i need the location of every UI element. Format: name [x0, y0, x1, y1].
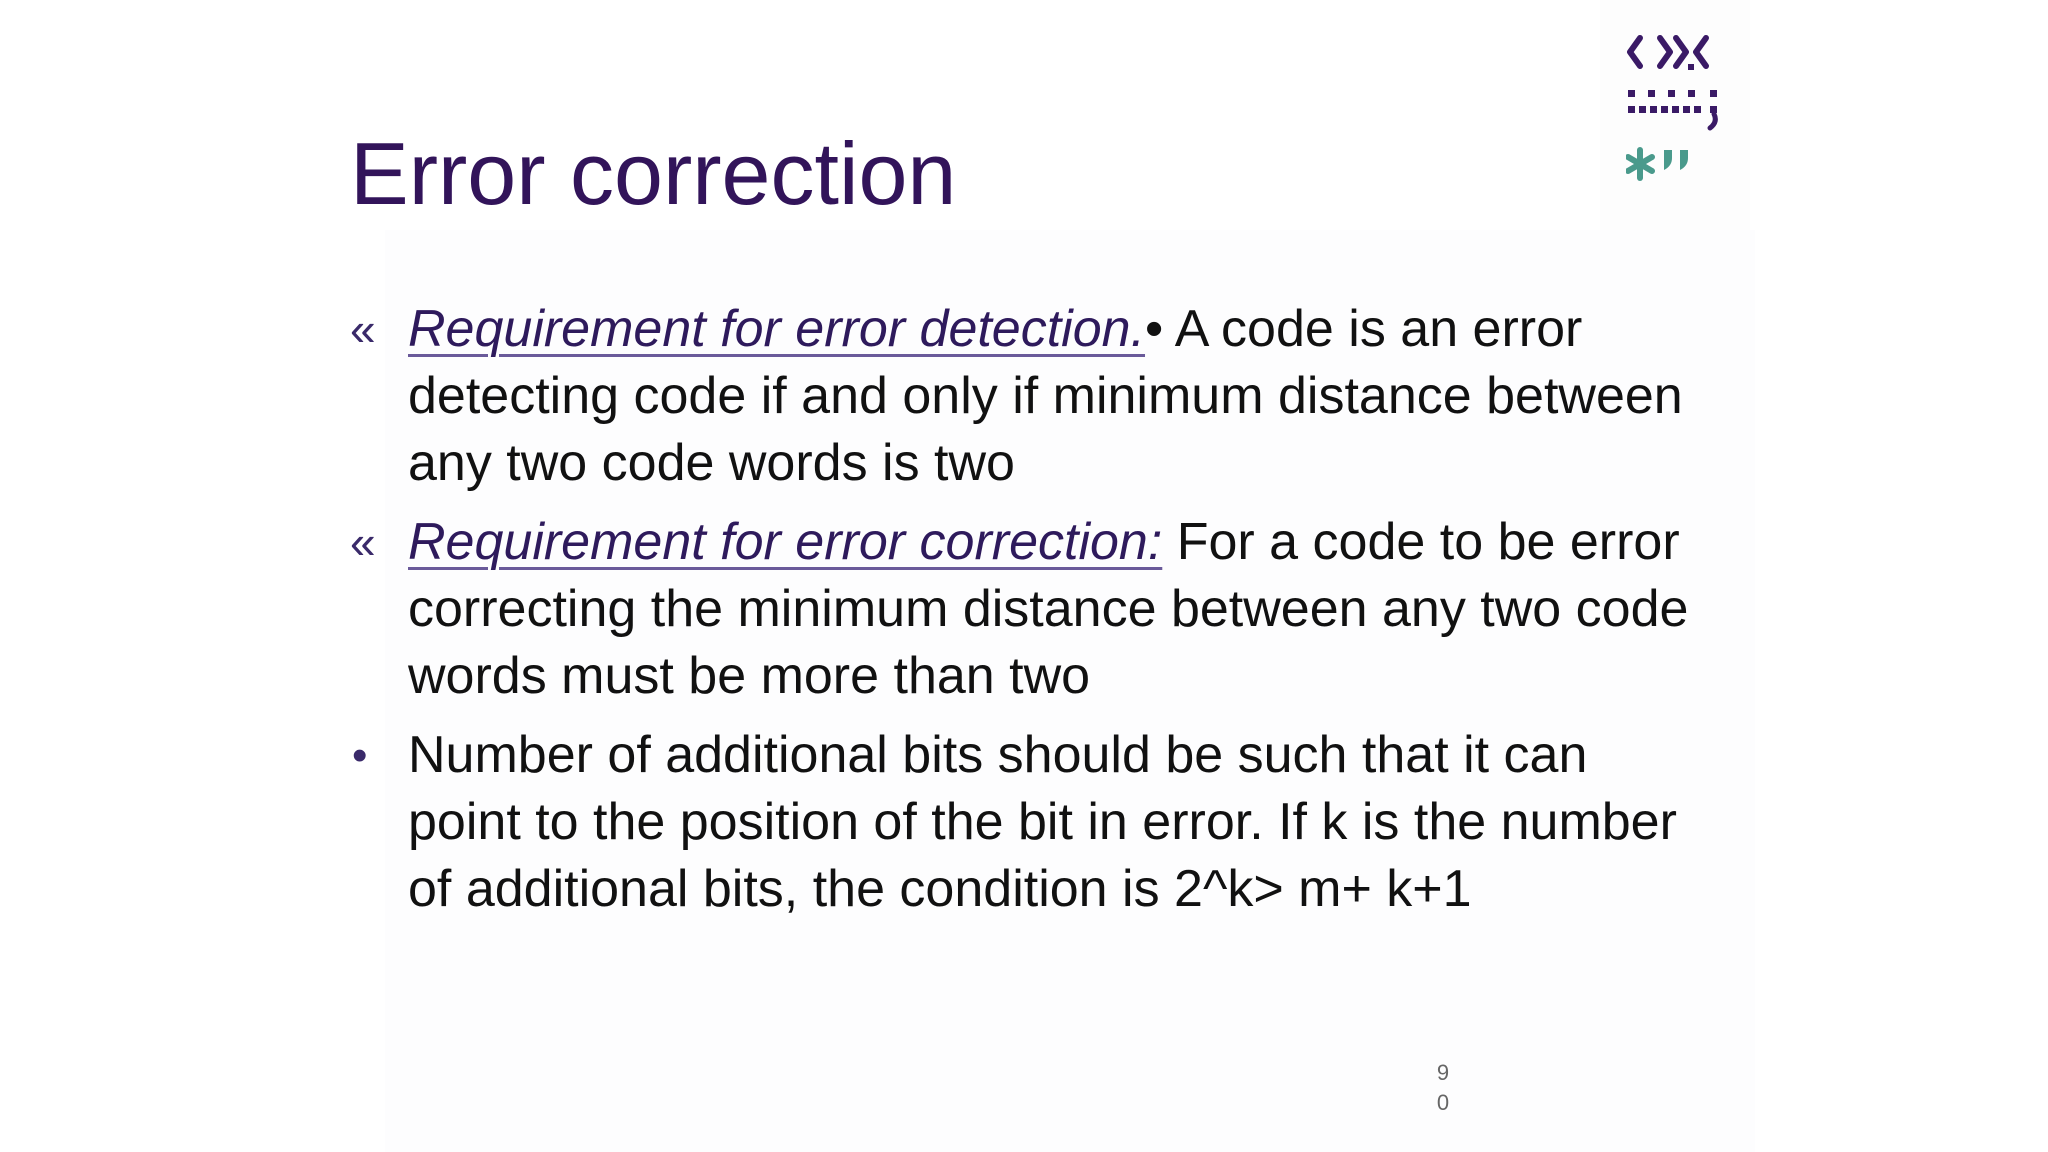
bullet-error-correction: [350, 509, 1700, 710]
requirement-heading: Requirement for error detection.: [408, 300, 1146, 358]
bullet-text: For a code to be error correcting the minimum distance between any two code words must be more than two: [408, 513, 1689, 705]
bullet-text: • A code is an error detecting code if and only if minimum distance between any two code words is two: [408, 300, 1683, 492]
bullet-dot-marker: •: [352, 731, 368, 780]
page-number-digit: 0: [1436, 1090, 1450, 1115]
guillemet-marker: «: [350, 303, 376, 355]
page-number-digit: 9: [1436, 1060, 1450, 1085]
requirement-heading: Requirement for error correction:: [408, 513, 1163, 571]
bullet-additional-bits: [350, 722, 1700, 923]
page-number: [1433, 1058, 1453, 1118]
bullet-list: [350, 296, 1700, 935]
logo-icon: [1626, 28, 1738, 188]
slide-title: Error correction: [350, 124, 957, 223]
bullet-text: Number of additional bits should be such that it can point to the position of the bit in error. If k is the number of additional bits, the condition is 2^k> m+ k+1: [408, 726, 1677, 918]
guillemet-marker: «: [350, 516, 376, 568]
bullet-error-detection: [350, 296, 1700, 497]
